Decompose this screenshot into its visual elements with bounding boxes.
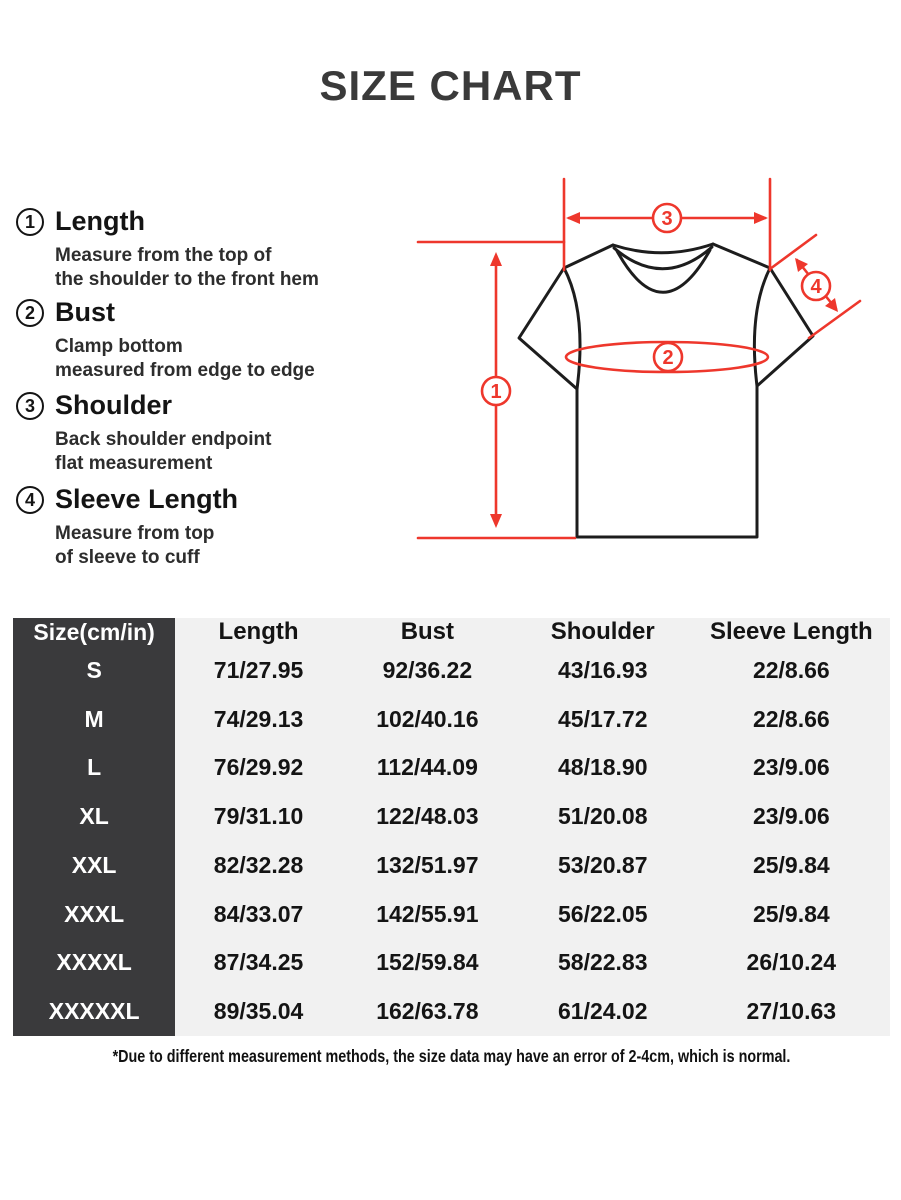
size-label-cell: XL — [13, 792, 175, 841]
column-header-length: Length — [175, 618, 342, 646]
size-value-cell: 48/18.90 — [513, 744, 693, 793]
size-value-cell: 74/29.13 — [175, 695, 342, 744]
size-table — [13, 618, 890, 1036]
measure-label-4: 4 — [810, 276, 822, 298]
size-label-cell: XXL — [13, 841, 175, 890]
size-label-cell: L — [13, 744, 175, 793]
description-line: Clamp bottom — [55, 336, 183, 357]
instruction-length-heading-row — [16, 206, 416, 237]
description-line: Back shoulder endpoint — [55, 429, 272, 450]
size-value-cell: 92/36.22 — [342, 646, 513, 695]
instruction-sleeve-length — [16, 484, 416, 570]
instruction-bust-heading-row — [16, 297, 416, 328]
column-header-sleeve-length: Sleeve Length — [693, 618, 890, 646]
description-line: of sleeve to cuff — [55, 547, 200, 568]
size-value-cell: 23/9.06 — [693, 744, 890, 793]
page-title: SIZE CHART — [319, 62, 582, 109]
instruction-sleeve-heading-row — [16, 484, 416, 515]
size-value-cell: 84/33.07 — [175, 890, 342, 939]
size-table-body — [13, 646, 890, 1036]
instruction-bust — [16, 297, 416, 383]
table-row — [13, 695, 890, 744]
size-value-cell: 142/55.91 — [342, 890, 513, 939]
measurement-error-footnote: *Due to different measurement methods, the size data may have an error of 2-4cm, which is normal. — [112, 1046, 791, 1066]
size-value-cell: 22/8.66 — [693, 695, 890, 744]
size-label-cell: M — [13, 695, 175, 744]
tshirt-measurement-diagram — [410, 170, 901, 590]
size-value-cell: 76/29.92 — [175, 744, 342, 793]
description-line: Measure from the top of — [55, 245, 272, 266]
column-header-size: Size(cm/in) — [13, 618, 175, 646]
size-value-cell: 112/44.09 — [342, 744, 513, 793]
column-header-shoulder: Shoulder — [513, 618, 693, 646]
description-line: measured from edge to edge — [55, 360, 315, 381]
size-value-cell: 79/31.10 — [175, 792, 342, 841]
size-value-cell: 25/9.84 — [693, 841, 890, 890]
size-value-cell: 51/20.08 — [513, 792, 693, 841]
measure-label-1: 1 — [490, 381, 502, 403]
instruction-sleeve-heading: Sleeve Length — [55, 484, 239, 514]
size-value-cell: 102/40.16 — [342, 695, 513, 744]
description-line: the shoulder to the front hem — [55, 269, 319, 290]
size-value-cell: 122/48.03 — [342, 792, 513, 841]
circled-number-3: 3 — [16, 392, 44, 420]
size-label-cell: XXXL — [13, 890, 175, 939]
size-value-cell: 25/9.84 — [693, 890, 890, 939]
instruction-shoulder-heading: Shoulder — [55, 390, 173, 420]
size-value-cell: 87/34.25 — [175, 939, 342, 988]
measure-label-2: 2 — [662, 347, 674, 369]
instruction-shoulder-description — [55, 428, 416, 476]
instruction-bust-description — [55, 335, 416, 383]
table-row — [13, 890, 890, 939]
instruction-length-heading: Length — [55, 206, 145, 236]
circled-number-2: 2 — [16, 299, 44, 327]
size-label-cell: XXXXXL — [13, 987, 175, 1036]
size-value-cell: 89/35.04 — [175, 987, 342, 1036]
instruction-bust-heading: Bust — [55, 297, 115, 327]
size-value-cell: 53/20.87 — [513, 841, 693, 890]
size-value-cell: 58/22.83 — [513, 939, 693, 988]
size-value-cell: 43/16.93 — [513, 646, 693, 695]
instruction-shoulder-heading-row — [16, 390, 416, 421]
circled-number-1: 1 — [16, 208, 44, 236]
circled-number-4: 4 — [16, 486, 44, 514]
instruction-length-description — [55, 244, 416, 292]
instruction-shoulder — [16, 390, 416, 476]
table-row — [13, 939, 890, 988]
size-value-cell: 26/10.24 — [693, 939, 890, 988]
size-label-cell: XXXXL — [13, 939, 175, 988]
column-header-bust: Bust — [342, 618, 513, 646]
measure-label-3: 3 — [661, 208, 673, 230]
size-value-cell: 56/22.05 — [513, 890, 693, 939]
description-line: Measure from top — [55, 523, 215, 544]
size-value-cell: 152/59.84 — [342, 939, 513, 988]
size-value-cell: 82/32.28 — [175, 841, 342, 890]
table-row — [13, 744, 890, 793]
table-row — [13, 841, 890, 890]
size-label-cell: S — [13, 646, 175, 695]
table-row — [13, 792, 890, 841]
size-value-cell: 22/8.66 — [693, 646, 890, 695]
diagram-labels — [482, 204, 830, 405]
size-value-cell: 27/10.63 — [693, 987, 890, 1036]
size-value-cell: 61/24.02 — [513, 987, 693, 1036]
size-value-cell: 23/9.06 — [693, 792, 890, 841]
size-value-cell: 162/63.78 — [342, 987, 513, 1036]
table-row — [13, 987, 890, 1036]
size-value-cell: 71/27.95 — [175, 646, 342, 695]
instruction-sleeve-description — [55, 522, 416, 570]
tshirt-outline — [519, 244, 813, 537]
size-value-cell: 132/51.97 — [342, 841, 513, 890]
table-row — [13, 646, 890, 695]
size-value-cell: 45/17.72 — [513, 695, 693, 744]
instruction-length — [16, 206, 416, 292]
table-header-row — [13, 618, 890, 646]
description-line: flat measurement — [55, 453, 213, 474]
